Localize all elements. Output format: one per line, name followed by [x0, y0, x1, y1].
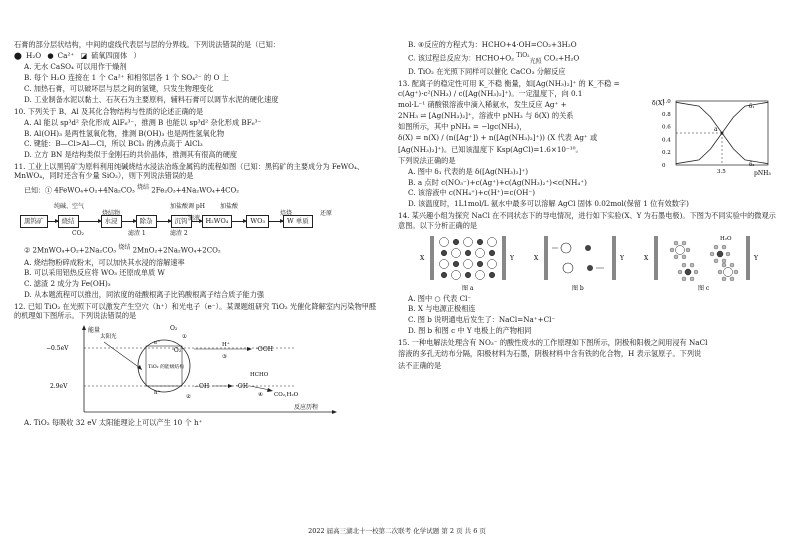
lattice-large-ion: [464, 237, 473, 246]
hydrated-ion-core: [717, 251, 723, 257]
svg-text:Y: Y: [754, 254, 758, 262]
flow-step-purify: 除杂: [136, 215, 157, 228]
water-molecule: [682, 255, 686, 259]
water-molecule: [686, 248, 690, 252]
q9-legend: ⬤ H₂O ● Ca²⁺ ◪ 硫氧四面体 ）: [14, 51, 141, 61]
flow-arrow-icon: [269, 221, 283, 222]
fig12-ooh: ·OOH: [256, 346, 273, 354]
chart-series-label-2: δ₂: [749, 162, 755, 169]
lattice-large-ion: [440, 259, 449, 268]
water-molecule: [674, 255, 678, 259]
water-molecule: [682, 241, 686, 245]
q11-option-c: C. 滤渣 2 成分为 Fe(OH)₃: [24, 279, 111, 289]
fig12-level-bottom: 2.9eV: [50, 383, 68, 391]
q12-option-a: A. TiO₂ 每吸收 32 eV 太阳能理论上可以产生 10 个 h⁺: [24, 418, 203, 428]
fig12-ylabel: 能量: [88, 327, 101, 335]
fig12-oh-minus: −OH: [194, 383, 210, 391]
q12-option-b: B. ④反应的方程式为：HCHO+4·OH=CO₂+3H₂O: [408, 40, 577, 49]
water-molecule: [682, 277, 686, 281]
svg-text:X: X: [420, 254, 425, 262]
q15-line-3: 法不正确的是: [398, 360, 442, 370]
q13-line-1: 13. 配离子的稳定性可用 K_不稳 衡量，如[Ag(NH₃)₂]⁺ 的 K_不稳 = c(Ag⁺)·c²(NH₃) / c([Ag(NH₃)₂]⁺)。一定温度下，向 0.1: [398, 79, 620, 98]
lattice-large-ion: [488, 259, 497, 268]
q11-option-b: B. 可以采用铝热反应将 WO₃ 还原成单质 W: [24, 268, 165, 278]
water-molecule: [670, 248, 674, 252]
svg-text:④: ④: [258, 392, 263, 399]
q13-option-a: A. 图中 δ₁ 代表的是 δ([Ag(NH₃)₂]⁺): [408, 167, 529, 177]
lattice-small-ion: [489, 272, 495, 278]
q13-line-4: 如图所示，其中 pNH₃ = −lgc(NH₃)，: [398, 122, 527, 132]
water-molecule: [730, 263, 734, 267]
water-molecule: [714, 259, 718, 263]
h2o-symbol-icon: ⬤: [14, 51, 23, 61]
lattice-large-ion: [452, 248, 461, 257]
water-molecule: [690, 277, 694, 281]
water-molecule: [722, 245, 726, 249]
hydrated-ion-core: [685, 269, 691, 275]
q10-option-d: D. 立方 BN 是结构类似于金刚石的共价晶体，推测其有很高的硬度: [24, 150, 238, 160]
q12-option-d: D. TiO₂ 在光照下同样可以催化 CaCO₃ 分解反应: [408, 67, 566, 77]
q11-equation-2: ② 2MnWO₄+O₂+2Na₂CO₃ $^{烧结}$ 2MnO₂+2Na₂WO₄+2CO₂: [24, 244, 221, 255]
svg-text:③: ③: [222, 354, 227, 361]
hydrated-ion-core: [676, 245, 685, 254]
hydrated-ion-core: [724, 267, 733, 276]
q9-intro: 石膏的部分层状结构，中间的虚线代表层与层的分界线。下列说法错误的是（已知：: [14, 40, 280, 49]
q14-conductivity-diagram: [402, 232, 774, 294]
lattice-small-ion: [477, 261, 483, 267]
q9-option-a: A. 无水 CaSO₄ 可以用作干燥剂: [24, 62, 127, 72]
q15-line-2: 溶液的多孔无纺布分隔，阳极材料为石墨，阴极材料中含有铁的化合物，H 表示氢原子。下列说: [398, 349, 702, 359]
lattice-small-ion: [453, 239, 459, 245]
chart-series-label-1: δ₁: [749, 104, 755, 111]
flow-step-h2wo4: H₂WO₄: [202, 215, 233, 228]
fig12-h-plus: H⁺: [222, 342, 230, 349]
water-molecule: [722, 277, 726, 281]
q14-option-d: D. 图 b 和图 c 中 Y 电极上的产物相同: [408, 325, 532, 335]
chart-ytick-label: 1.0: [662, 99, 671, 106]
fig12-products: CO₂,H₂O: [274, 392, 299, 399]
fig14-a: [420, 236, 515, 292]
q10-option-b: B. Al(OH)₃ 是两性氢氧化物，推测 B(OH)₃ 也是两性氢氧化物: [24, 128, 225, 138]
water-molecule: [710, 252, 714, 256]
lattice-small-ion: [453, 261, 459, 267]
fig14-c: [644, 236, 759, 292]
q13-option-b: B. a 点时 c(NO₃⁻)+c(Ag⁺)+c(Ag(NH₃)₂⁺)<c(NH₄⁺): [408, 177, 587, 187]
fig14-b-label: 图 b: [572, 284, 584, 292]
q13-option-d: D. 该温度时，1L1mol/L 氨水中最多可以溶解 AgCl 固体 0.02mol(保留 1 位有效数字): [408, 199, 689, 209]
water-molecule: [690, 263, 694, 267]
left-column: [14, 40, 382, 429]
flow-arrow-icon: [48, 221, 58, 222]
q14-option-a: A. 图中 ○ 代表 Cl⁻: [408, 293, 472, 303]
flow-step-precip: 沉钨: [171, 215, 192, 228]
q12-mechanism-diagram: [44, 322, 344, 418]
water-molecule: [730, 277, 734, 281]
q10-option-c: C. 键能：B—Cl>Al—Cl，所以 BCl₃ 的沸点高于 AlCl₃: [24, 139, 203, 149]
fig14-c-label: 图 c: [698, 284, 710, 292]
water-molecule: [726, 252, 730, 256]
lattice-large-ion: [476, 248, 485, 257]
lattice-large-ion: [488, 237, 497, 246]
lattice-large-ion: [476, 270, 485, 279]
chart-ytick-label: 0.8: [662, 112, 671, 119]
water-molecule: [718, 270, 722, 274]
flow-arrow-icon: [79, 221, 101, 222]
fig12-o2: O₂: [170, 325, 178, 333]
lattice-small-ion: [441, 272, 447, 278]
q11-stem: 11. 工业上以黑钨矿为原料利用纯碱烧结水浸法冶炼金属钨的流程如图（已知：黑钨矿的主要成分为 FeWO₄、MnWO₄，同时还含有少量 SiO₂），则下列说法错误的是: [14, 162, 365, 181]
chart-ytick-label: 0: [662, 163, 666, 170]
fig14-h2o-label: H₂O: [720, 235, 732, 242]
q10-option-a: A. Al 能以 sp³d² 杂化形成 AlF₆³⁻，推测 B 也能以 sp³d² 杂化形成 BF₆³⁻: [24, 117, 262, 127]
lattice-small-ion: [465, 272, 471, 278]
water-molecule: [722, 259, 726, 263]
q13-line-5: δ(X) = n(X) / (n([Ag⁺]) + n([Ag(NH₃)₂]⁺)) (X 代表 Ag⁺ 或: [398, 133, 598, 143]
chart-point-a-label: a: [714, 126, 718, 134]
lattice-large-ion: [452, 270, 461, 279]
chart-ylabel: δ(X): [652, 100, 665, 108]
fig12-o2-radical: ·O₂⁻: [172, 347, 185, 355]
q14-option-c: C. 图 b 说明通电后发生了：NaCl=Na⁺+Cl⁻: [408, 315, 556, 325]
lattice-small-ion: [465, 250, 471, 256]
water-molecule: [694, 270, 698, 274]
q13-line-3: 2NH₃ ⇌ [Ag(NH₃)₂]⁺，溶液中 pNH₃ 与 δ(X) 的关系: [398, 111, 574, 121]
water-molecule: [678, 270, 682, 274]
flow-arrow-icon: [157, 221, 171, 222]
lattice-small-ion: [489, 250, 495, 256]
water-molecule: [722, 263, 726, 267]
water-molecule: [682, 263, 686, 267]
fig12-hcho: HCHO: [250, 372, 269, 379]
fig12-level-top: −0.5eV: [46, 345, 69, 353]
svg-text:X: X: [534, 254, 539, 262]
water-molecule: [714, 245, 718, 249]
svg-text:Y: Y: [620, 254, 624, 262]
fig14-b: [534, 236, 625, 292]
chart-xtick-label: 3.5: [717, 169, 726, 176]
chart-ytick-label: 0.6: [662, 125, 671, 132]
fig12-electron: e⁻: [154, 340, 161, 347]
q14-option-b: B. X 与电源正极相连: [408, 304, 476, 314]
fig12-sun-label: 太阳光: [100, 334, 117, 341]
page-footer: 2022 届高三湖北十一校第二次联考 化学试题 第 2 页 共 6 页: [308, 527, 486, 535]
svg-text:X: X: [644, 254, 649, 262]
q14-stem: 14. 某兴趣小组为探究 NaCl 在不同状态下的导电情况，进行如下实验(X、Y 为石墨电极)。下图为不同实验中的微观示意图。以下分析正确的是: [398, 211, 776, 230]
ca-symbol-icon: ●: [47, 51, 54, 61]
svg-text:Y: Y: [510, 254, 514, 262]
chart-ytick-label: 0.4: [662, 137, 671, 144]
svg-text:②: ②: [186, 394, 191, 401]
q15-line-1: 15. 一种电解法处理含有 NO₃⁻ 的酸性废水的工作原理如下图所示，阴极和阳极之间用浸有 NaCl: [398, 338, 708, 348]
flow-arrow-icon: [232, 221, 246, 222]
fig12-hole: h⁺: [154, 390, 161, 397]
flow-step-ore: 黑钨矿: [20, 215, 48, 228]
fig14-a-label: 图 a: [462, 284, 474, 292]
q13-line-7: 下列说法正确的是: [398, 155, 456, 165]
flow-step-wo3: WO₃: [246, 215, 269, 228]
q11-option-d: D. 从本题流程可以推出，同浓度的硅酸根离子比钨酸根离子结合质子能力强: [24, 289, 265, 299]
flow-step-leach: 水浸: [101, 215, 122, 228]
q13-delta-chart: [650, 97, 778, 179]
q13-option-c: C. 该溶液中 c(NH₄⁺)+c(H⁺)=c(OH⁻): [408, 188, 536, 198]
q9-option-d: D. 工业制备水泥以黏土、石灰石为主要原料，辅料石膏可以调节水泥的硬化速度: [24, 94, 279, 104]
fig12-oh-radical: ·OH: [236, 383, 249, 391]
q11-flowchart: 纯碱、空气 加盐酸调 pH 加盐酸 焙烧 还原 烧结物 滤液 黑钨矿 烧结 水浸 除杂 沉钨 H₂WO₄ WO₃ W 单质 CO₂ 滤渣 1 滤渣 2: [20, 205, 382, 237]
lattice-large-ion: [464, 259, 473, 268]
q9-option-c: C. 加热石膏，可以破坏层与层之间的氢键，只发生物理变化: [24, 83, 214, 93]
chart-point-a: [721, 132, 724, 135]
flow-step-sinter: 烧结: [58, 215, 79, 228]
q9-option-b: B. 每个 H₂O 连接在 1 个 Ca²⁺ 和相邻层各 1 个 SO₄²⁻ 的 O 上: [24, 73, 229, 83]
fig12-xlabel: 反应历程: [294, 404, 319, 412]
right-column: [398, 40, 780, 372]
q12-option-c: C. 该过程总反应为：HCHO+O₂ $^{TiO_2}_{光照}$ CO₂+H₂O: [408, 51, 580, 65]
q11-equation-1: 已知：① 4FeWO₄+O₂+4Na₂CO₃ $^{烧结}$ 2Fe₂O₃+4Na₂WO₄+4CO₂: [24, 183, 240, 194]
chart-ytick-label: 0.2: [662, 150, 671, 157]
fig12-tio2-label: TiO₂ 的能级结构: [148, 365, 185, 371]
flow-step-w: W 单质: [283, 215, 313, 228]
water-molecule: [734, 270, 738, 274]
lattice-small-ion: [477, 239, 483, 245]
lattice-small-ion: [441, 250, 447, 256]
q13-line-6: [Ag(NH₃)₂]⁺)。已知该温度下 Ksp(AgCl)=1.6×10⁻¹⁰。: [398, 144, 583, 154]
q11-option-a: A. 烧结物粉碎成粉末，可以加快其水浸的溶解速率: [24, 257, 185, 267]
flow-arrow-icon: [122, 221, 136, 222]
lattice-large-ion: [440, 237, 449, 246]
q13-line-2: mol·L⁻¹ 硝酸银溶液中滴入稀氨水，发生反应 Ag⁺ +: [398, 99, 567, 109]
q10-stem: 10. 下列关于 B、Al 及其化合物结构与性质的论述正确的是: [14, 106, 204, 116]
q12-stem: 12. 已知 TiO₂ 在光照下可以激发产生空穴（h⁺）和光电子（e⁻）。某课题组研究 TiO₂ 光催化降解室内污染物甲醛的机理如下图所示。下列说法错误的是: [14, 302, 377, 321]
svg-text:①: ①: [182, 334, 187, 341]
chart-xlabel: pNH₃: [754, 170, 771, 178]
water-molecule: [674, 241, 678, 245]
flow-arrow-icon: [192, 221, 202, 222]
tetrahedron-icon: ◪: [80, 51, 88, 61]
